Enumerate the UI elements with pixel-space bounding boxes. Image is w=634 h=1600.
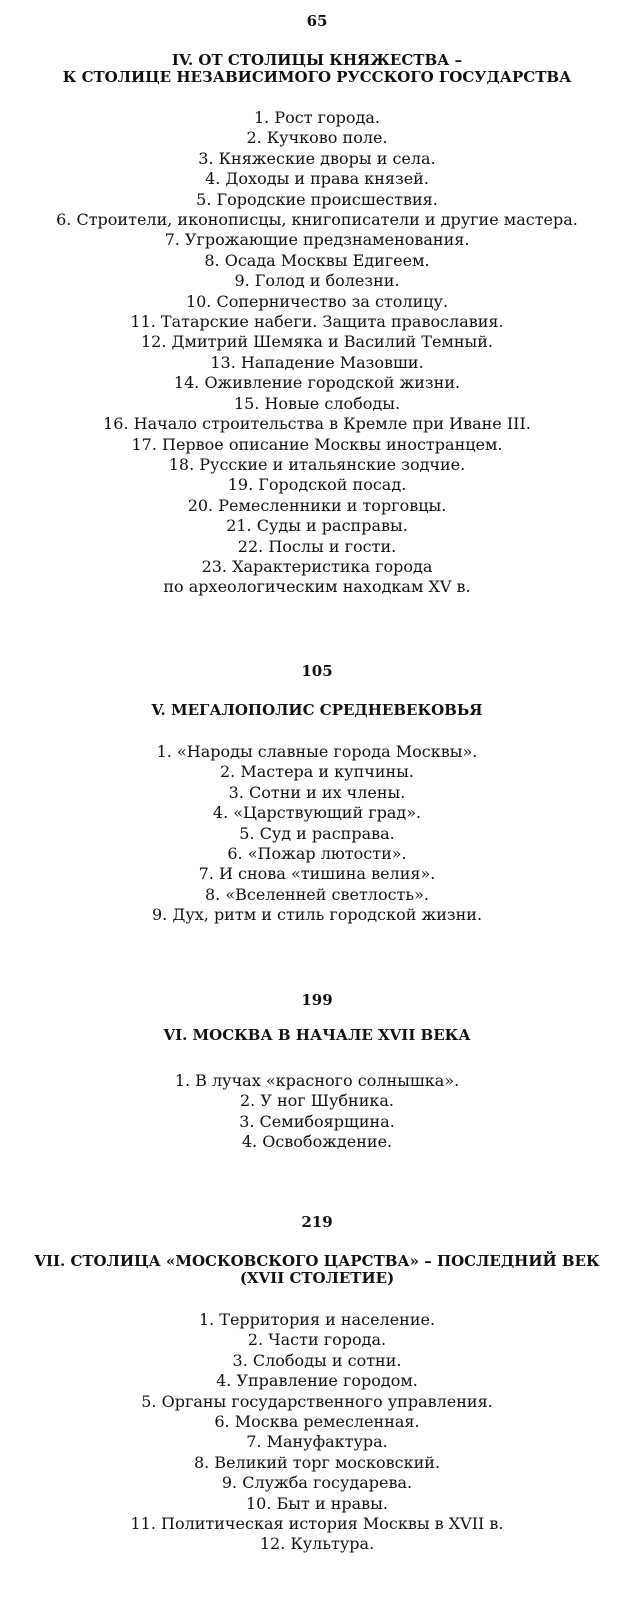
list-item: 2. Части города.: [247, 1330, 387, 1350]
list-item: 4. Управление городом.: [216, 1371, 418, 1391]
section-title: [0, 1253, 634, 1287]
list-item: 1. В лучах «красного солнышка».: [174, 1071, 460, 1090]
section-title-line: (XVII СТОЛЕТИЕ): [239, 1269, 395, 1287]
section-title-line: К СТОЛИЦЕ НЕЗАВИСИМОГО РУССКОГО ГОСУДАРСТВА: [62, 68, 572, 86]
list-item: 7. Угрожающие предзнаменования.: [164, 230, 470, 250]
list-item: 1. «Народы славные города Москвы».: [156, 742, 478, 761]
list-item: 17. Первое описание Москвы иностранцем.: [131, 434, 503, 454]
list-item: 6. Строители, иконописцы, книгописатели и другие мастера.: [56, 210, 578, 230]
section-title-line: VII. СТОЛИЦА «МОСКОВСКОГО ЦАРСТВА» – ПОСЛЕДНИЙ ВЕК: [34, 1252, 600, 1270]
list-item: 9. Голод и болезни.: [234, 271, 400, 291]
list-item: 3. Слободы и сотни.: [232, 1350, 402, 1370]
toc-section-vii: [0, 1213, 634, 1555]
list-item: 6. Москва ремесленная.: [214, 1412, 420, 1432]
list-item: 4. «Царствующий град».: [212, 803, 422, 823]
section-title-line: VI. МОСКВА В НАЧАЛЕ XVII ВЕКА: [163, 1026, 471, 1044]
section-page-number: 199: [301, 991, 333, 1009]
list-item: по археологическим находкам XV в.: [163, 577, 471, 597]
list-item: 3. Княжеские дворы и села.: [198, 148, 436, 168]
list-item: 8. Осада Москвы Едигеем.: [204, 250, 430, 270]
list-item: 5. Городские происшествия.: [196, 189, 438, 209]
list-item: 12. Дмитрий Шемяка и Василий Темный.: [140, 332, 494, 352]
section-title-line: IV. ОТ СТОЛИЦЫ КНЯЖЕСТВА –: [171, 51, 463, 69]
list-item: 10. Соперничество за столицу.: [185, 291, 449, 311]
list-item: 4. Освобождение.: [241, 1132, 393, 1152]
list-item: 3. Семибоярщина.: [239, 1111, 395, 1131]
list-item: 11. Татарские набеги. Защита православия.: [130, 312, 504, 332]
list-item: 3. Сотни и их члены.: [228, 782, 406, 802]
list-item: 12. Культура.: [259, 1534, 375, 1554]
section-item-list: [0, 1310, 634, 1555]
list-item: 8. Великий торг московский.: [193, 1452, 441, 1472]
section-item-list: [0, 742, 634, 926]
toc-section-vi: [0, 991, 634, 1153]
list-item: 8. «Вселенней светлость».: [205, 884, 429, 904]
list-item: 11. Политическая история Москвы в XVII в.: [130, 1514, 504, 1534]
list-item: 5. Органы государственного управления.: [141, 1391, 493, 1411]
list-item: 7. И снова «тишина велия».: [198, 864, 436, 884]
toc-section-v: [0, 662, 634, 926]
section-title: [0, 52, 634, 86]
list-item: 2. У ног Шубника.: [239, 1091, 395, 1111]
list-item: 1. Территория и население.: [198, 1310, 436, 1329]
list-item: 21. Суды и расправы.: [226, 516, 408, 536]
section-page-number: 65: [306, 12, 328, 30]
list-item: 2. Мастера и купчины.: [220, 762, 414, 782]
list-item: 1. Рост города.: [253, 108, 380, 127]
section-title: [0, 702, 634, 719]
list-item: 14. Оживление городской жизни.: [173, 373, 461, 393]
list-item: 4. Доходы и права князей.: [205, 169, 429, 189]
list-item: 18. Русские и итальянские зодчие.: [168, 454, 466, 474]
toc-section-iv: [0, 12, 634, 598]
list-item: 5. Суд и расправа.: [239, 823, 395, 843]
list-item: 20. Ремесленники и торговцы.: [187, 495, 447, 515]
section-title-line: V. МЕГАЛОПОЛИС СРЕДНЕВЕКОВЬЯ: [151, 701, 483, 719]
list-item: 10. Быт и нравы.: [246, 1493, 388, 1513]
list-item: 16. Начало строительства в Кремле при Иване III.: [103, 414, 531, 434]
list-item: 13. Нападение Мазовши.: [210, 352, 424, 372]
section-item-list: [0, 1071, 634, 1153]
section-item-list: [0, 108, 634, 598]
list-item: 23. Характеристика города: [201, 556, 433, 576]
list-item: 19. Городской посад.: [227, 475, 407, 495]
list-item: 2. Кучково поле.: [246, 128, 388, 148]
list-item: 15. Новые слободы.: [233, 393, 401, 413]
list-item: 22. Послы и гости.: [237, 536, 397, 556]
list-item: 9. Дух, ритм и стиль городской жизни.: [151, 905, 483, 925]
list-item: 9. Служба государева.: [221, 1473, 413, 1493]
section-title: [0, 1027, 634, 1044]
section-page-number: 219: [301, 1213, 333, 1231]
list-item: 7. Мануфактура.: [246, 1432, 388, 1452]
list-item: 6. «Пожар лютости».: [227, 844, 407, 864]
section-page-number: 105: [301, 662, 333, 680]
